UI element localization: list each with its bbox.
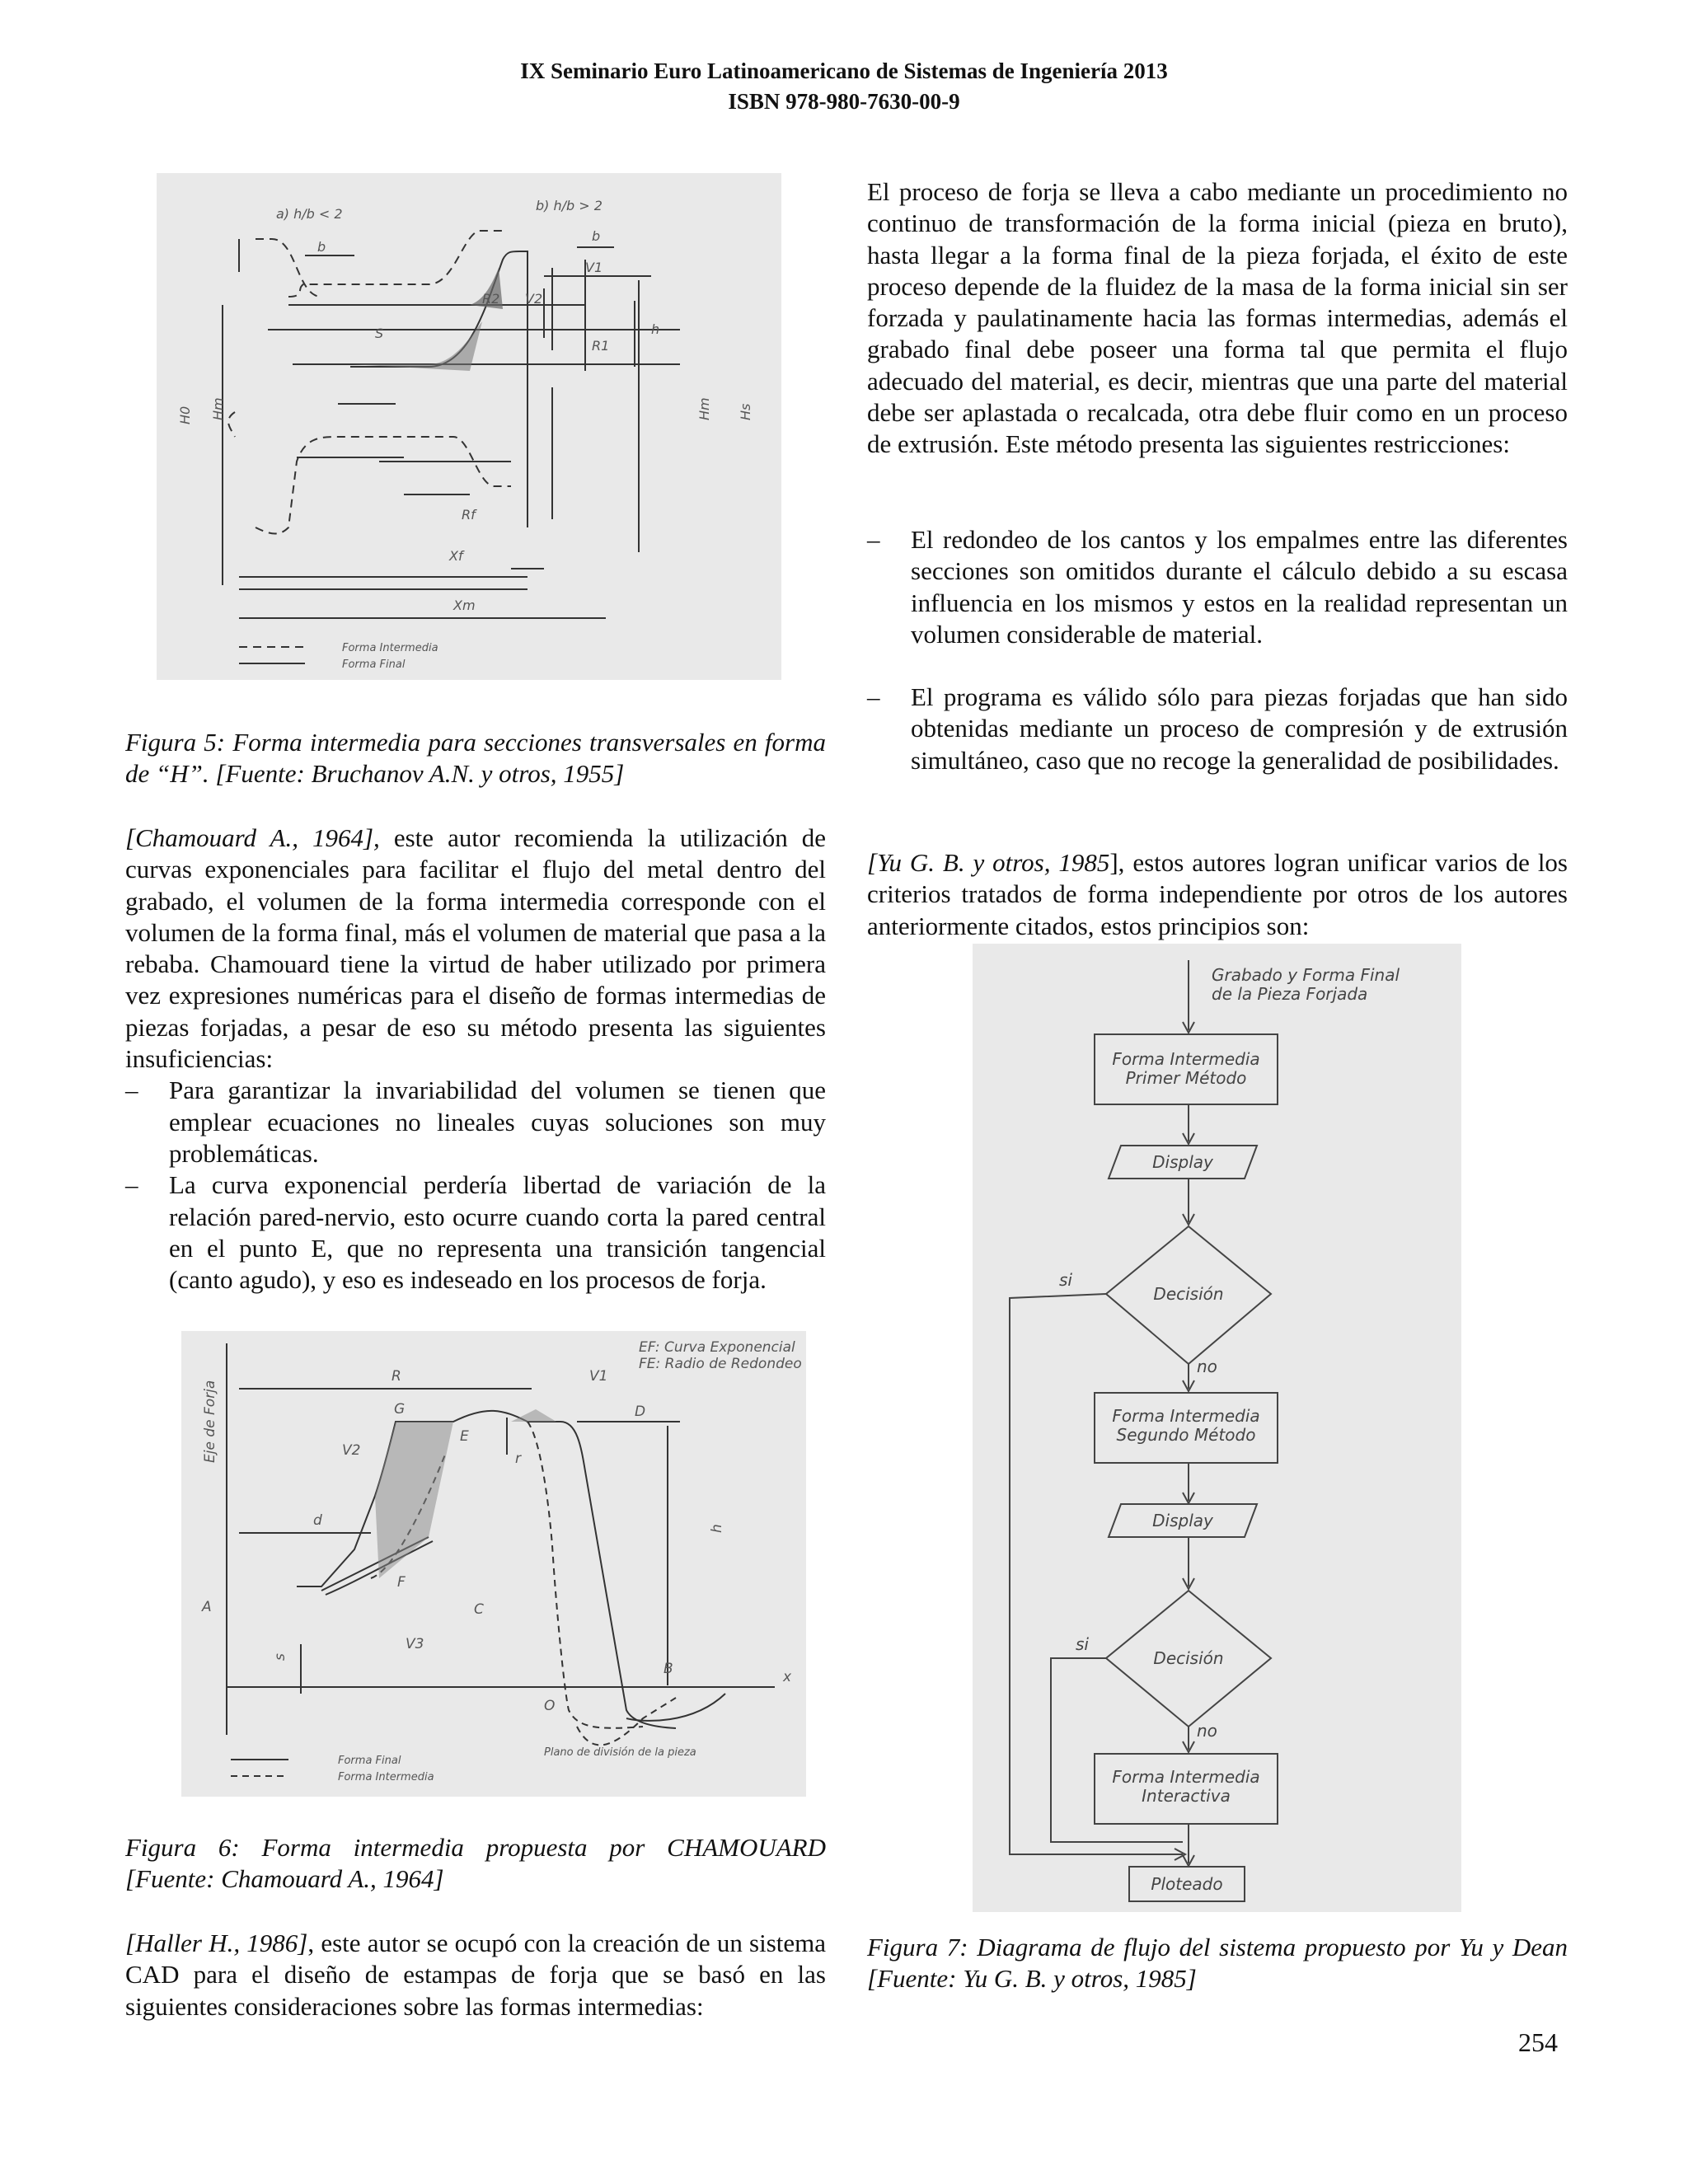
flow-box3-line1: Forma Intermedia <box>1112 1767 1260 1787</box>
list-item: – Para garantizar la invariabilidad del volumen se tienen que emplear ecuaciones no lineales cuyas soluciones son muy problemáticas. <box>125 1076 826 1168</box>
page-header <box>0 56 1688 117</box>
fig6-f: F <box>397 1574 406 1591</box>
flow-start-line2: de la Pieza Forjada <box>1212 984 1368 1004</box>
fig6-legend-top2: FE: Radio de Redondeo <box>639 1356 802 1372</box>
fig6-v1: V1 <box>589 1368 608 1385</box>
fig6-legend-intermedia: Forma Intermedia <box>338 1771 434 1783</box>
chamouard-bullets <box>125 1075 826 1296</box>
fig6-s: s <box>272 1653 288 1661</box>
flow-decision-2: Decisión <box>1153 1648 1224 1668</box>
fig5-s: S <box>375 326 384 341</box>
fig6-legend-top1: EF: Curva Exponencial <box>639 1339 795 1356</box>
figure-7-caption: Figura 7: Diagrama de flujo del sistema propuesto por Yu y Dean [Fuente: Yu G. B. y otros, 1985] <box>867 1933 1568 1994</box>
forja-paragraph: El proceso de forja se lleva a cabo mediante un procedimiento no continuo de transformación de la forma inicial (pieza en bruto), hasta llegar a la forma final de la pieza forjada, el éxito de este proceso depende de la fluidez de la masa de la forma inicial sin ser forzada y paulatinamente hacia las formas intermedias, además el grabado final debe poseer una forma tal que permita el flujo adecuado del material, es decir, mientras que una parte del material debe ser aplastada o recalcada, otra debe fluir como en un proceso de extrusión. Este método presenta las siguientes restricciones: <box>867 177 1568 459</box>
flow-no-1: no <box>1197 1357 1217 1376</box>
restricciones-bullets <box>867 524 1568 776</box>
fig5-xm: Xm <box>453 598 476 613</box>
fig6-v3: V3 <box>406 1636 424 1652</box>
fig5-v1: V1 <box>585 260 603 275</box>
figure-5 <box>157 173 781 680</box>
flow-no-2: no <box>1197 1721 1217 1741</box>
figure-6 <box>181 1331 806 1797</box>
fig6-r-small: r <box>515 1451 521 1467</box>
fig6-v2: V2 <box>342 1442 361 1459</box>
fig5-h: h <box>651 321 660 337</box>
figure-7-flowchart <box>973 944 1461 1912</box>
flow-end: Ploteado <box>1151 1874 1223 1894</box>
fig6-c: C <box>474 1601 484 1618</box>
fig6-eje: Eje de Forja <box>202 1380 218 1463</box>
fig5-r2: R2 <box>482 291 500 307</box>
yu-paragraph <box>867 847 1568 942</box>
header-title: IX Seminario Euro Latinoamericano de Sistemas de Ingeniería 2013 <box>520 59 1168 83</box>
figure-6-caption: Figura 6: Forma intermedia propuesta por CHAMOUARD [Fuente: Chamouard A., 1964] <box>125 1833 826 1894</box>
fig6-e: E <box>460 1428 469 1445</box>
fig5-xf: Xf <box>449 548 463 564</box>
flow-box3-line2: Interactiva <box>1142 1786 1231 1806</box>
fig6-d: d <box>313 1512 322 1529</box>
fig6-legend-final: Forma Final <box>338 1755 401 1767</box>
fig5-label-b: b) h/b > 2 <box>536 198 603 213</box>
flow-si-1: si <box>1059 1270 1072 1290</box>
header-isbn: ISBN 978-980-7630-00-9 <box>728 89 960 114</box>
fig6-b: B <box>663 1661 673 1677</box>
flow-display-2: Display <box>1152 1511 1213 1530</box>
figure-5-caption: Figura 5: Forma intermedia para secciones transversales en forma de “H”. [Fuente: Bruchanov A.N. y otros, 1955] <box>125 728 826 789</box>
list-item: – El programa es válido sólo para piezas forjadas que han sido obtenidas mediante un proceso de compresión y de extrusión simultáneo, caso que no recoge la generalidad de posibilidades. <box>867 682 1568 775</box>
chamouard-ref: [Chamouard A., 1964], <box>125 823 380 852</box>
fig6-o: O <box>544 1698 556 1714</box>
fig5-hm-left: Hm <box>210 397 226 420</box>
flow-start-line1: Grabado y Forma Final <box>1212 965 1400 985</box>
fig6-plano: Plano de división de la pieza <box>544 1746 696 1759</box>
fig5-legend-intermedia: Forma Intermedia <box>342 642 438 654</box>
fig5-legend-final: Forma Final <box>342 658 406 671</box>
fig6-r: R <box>392 1368 401 1385</box>
fig5-r1: R1 <box>592 338 610 354</box>
flow-box2-line1: Forma Intermedia <box>1112 1406 1260 1426</box>
fig5-hm-right: Hm <box>696 397 712 420</box>
haller-ref: [Haller H., 1986] <box>125 1929 308 1957</box>
chamouard-paragraph <box>125 823 826 1075</box>
flow-display-1: Display <box>1152 1152 1213 1172</box>
haller-paragraph <box>125 1928 826 2022</box>
fig6-g: G <box>394 1401 406 1418</box>
fig5-b-right: b <box>592 228 601 244</box>
yu-text: ], estos autores logran unificar varios de los criterios tratados de forma independiente por otros de los autores anteriormente citados, estos principios son: <box>867 848 1568 940</box>
yu-ref: [Yu G. B. y otros, 1985 <box>867 848 1110 877</box>
flow-box1-line2: Primer Método <box>1125 1068 1247 1088</box>
flow-box1-line1: Forma Intermedia <box>1112 1049 1260 1069</box>
flow-decision-1: Decisión <box>1153 1284 1224 1304</box>
page-number: 254 <box>1518 2027 1558 2057</box>
flow-box2-line2: Segundo Método <box>1116 1425 1256 1445</box>
fig6-a: A <box>202 1599 212 1615</box>
fig6-h: h <box>709 1524 725 1533</box>
fig5-b-left: b <box>317 239 326 255</box>
fig5-v2: V2 <box>525 291 543 307</box>
fig5-rf: Rf <box>462 507 476 523</box>
flow-si-2: si <box>1076 1634 1089 1654</box>
fig5-label-a: a) h/b < 2 <box>276 206 343 222</box>
fig6-x: x <box>783 1669 792 1685</box>
list-item: – La curva exponencial perdería libertad de variación de la relación pared-nervio, esto ocurre cuando corta la pared central en el punto E, que no representa una transición tangencial (canto agudo), y eso es indeseado en los procesos de forja. <box>125 1170 826 1295</box>
fig5-hs: Hs <box>738 403 753 420</box>
list-item: – El redondeo de los cantos y los empalmes entre las diferentes secciones son omitidos durante el cálculo debido a su escasa influencia en los mismos y estos en la realidad representan un volumen considerable de material. <box>867 525 1568 649</box>
chamouard-text: este autor recomienda la utilización de curvas exponenciales para facilitar el flujo del metal dentro del grabado, el volumen de la forma intermedia corresponde con el volumen de la forma final, más el volumen de material que pasa a la rebaba. Chamouard tiene la virtud de haber utilizado por primera vez expresiones numéricas para el diseño de formas intermedias de piezas forjadas, a pesar de eso su método presenta las siguientes insuficiencias: <box>125 823 826 1074</box>
haller-text: , este autor se ocupó con la creación de un sistema CAD para el diseño de estampas de forja que se basó en las siguientes consideraciones sobre las formas intermedias: <box>125 1929 827 2021</box>
fig5-h10: H0 <box>177 405 193 424</box>
fig6-d-point: D <box>635 1404 646 1420</box>
